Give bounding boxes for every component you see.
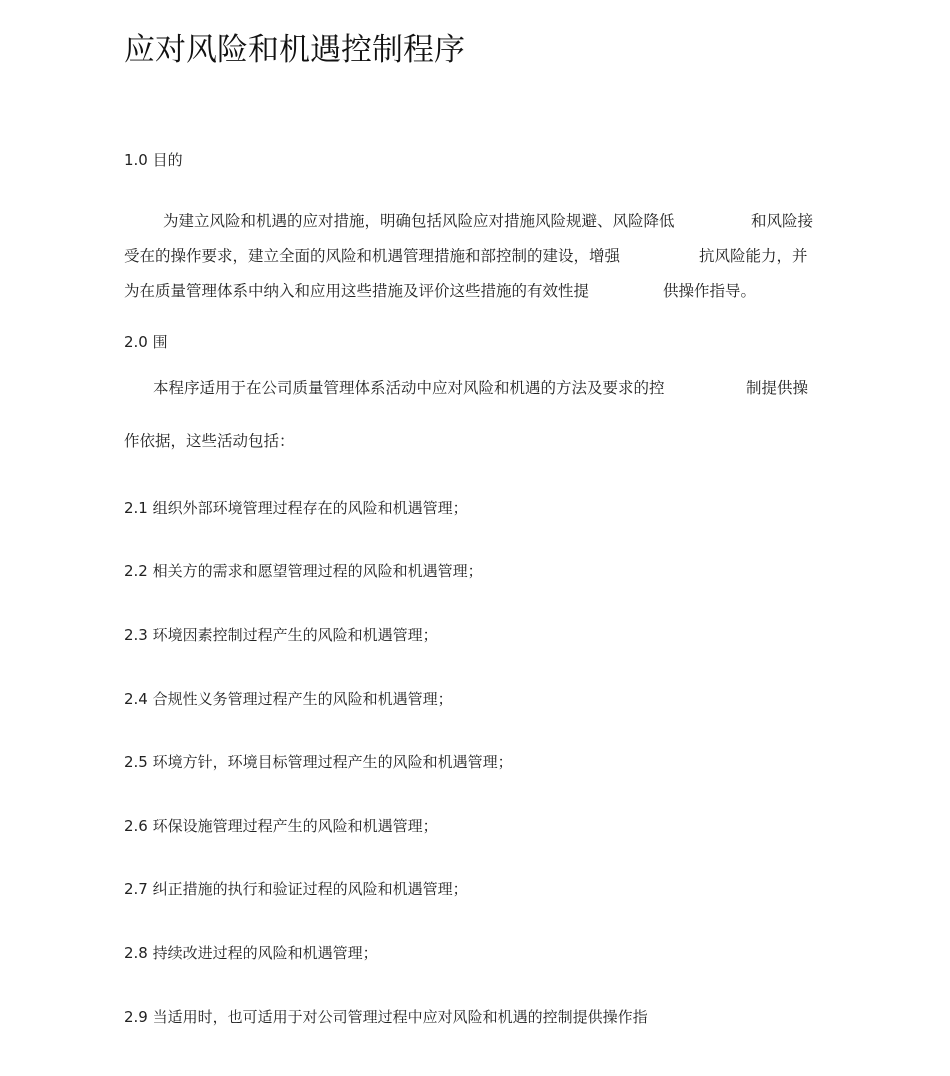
scope-item-2-9: 2.9 当适用时，也可适用于对公司管理过程中应对风险和机遇的控制提供操作指 bbox=[124, 1008, 648, 1026]
scope-item-2-4: 2.4 合规性义务管理过程产生的风险和机遇管理； bbox=[124, 690, 453, 708]
scope-item-2-8: 2.8 持续改进过程的风险和机遇管理； bbox=[124, 944, 378, 962]
scope-intro-line-1b: 制提供操 bbox=[746, 379, 809, 397]
purpose-line-3b: 供操作指导。 bbox=[663, 282, 757, 300]
scope-item-2-6: 2.6 环保设施管理过程产生的风险和机遇管理； bbox=[124, 817, 438, 835]
scope-item-2-5: 2.5 环境方针，环境目标管理过程产生的风险和机遇管理； bbox=[124, 753, 513, 771]
purpose-line-2a: 受在的操作要求，建立全面的风险和机遇管理措施和部控制的建设，增强 bbox=[124, 247, 621, 265]
scope-item-2-1: 2.1 组织外部环境管理过程存在的风险和机遇管理； bbox=[124, 499, 468, 517]
purpose-line-3a: 为在质量管理体系中纳入和应用这些措施及评价这些措施的有效性提 bbox=[124, 282, 590, 300]
document-title: 应对风险和机遇控制程序 bbox=[124, 32, 465, 68]
scope-item-2-7: 2.7 纠正措施的执行和验证过程的风险和机遇管理； bbox=[124, 880, 468, 898]
section-heading-scope: 2.0 围 bbox=[124, 333, 168, 351]
purpose-line-1b: 和风险接 bbox=[751, 212, 814, 230]
purpose-line-1a: 为建立风险和机遇的应对措施，明确包括风险应对措施风险规避、风险降低 bbox=[163, 212, 675, 230]
scope-item-2-2: 2.2 相关方的需求和愿望管理过程的风险和机遇管理； bbox=[124, 562, 483, 580]
purpose-line-2b: 抗风险能力，并 bbox=[699, 247, 808, 265]
section-heading-purpose: 1.0 目的 bbox=[124, 151, 183, 169]
scope-intro-line-1a: 本程序适用于在公司质量管理体系活动中应对风险和机遇的方法及要求的控 bbox=[153, 379, 665, 397]
scope-intro-line-2: 作依据，这些活动包括： bbox=[124, 432, 295, 450]
scope-item-2-3: 2.3 环境因素控制过程产生的风险和机遇管理； bbox=[124, 626, 438, 644]
